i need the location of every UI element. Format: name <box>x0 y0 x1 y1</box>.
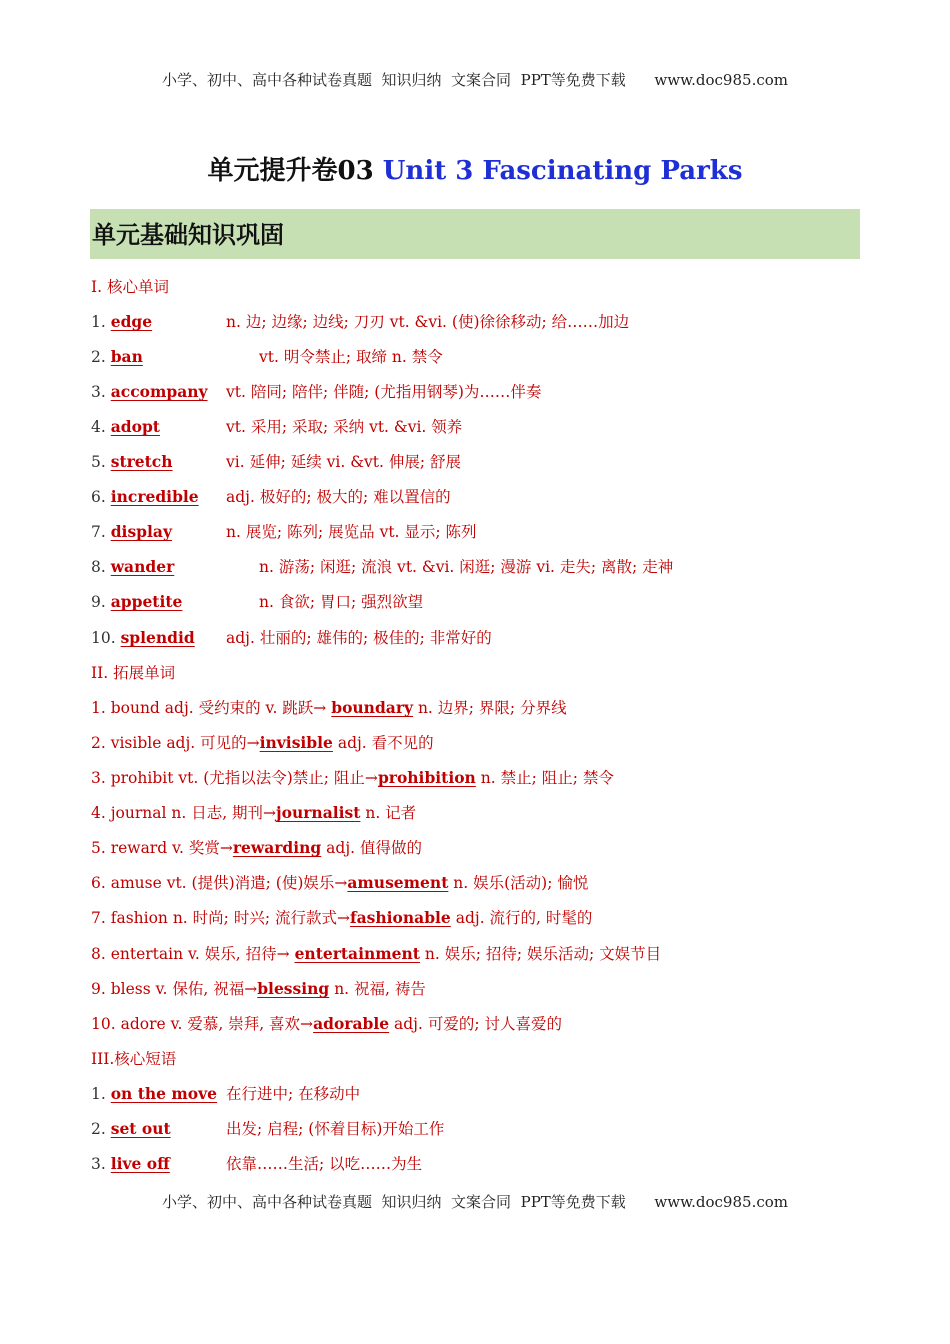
definition: n. 展览; 陈列; 展览品 vt. 显示; 陈列 <box>226 523 477 541</box>
answer-word: invisible <box>259 733 333 752</box>
definition: 在行进中; 在移动中 <box>226 1085 361 1103</box>
core-word-row: 10. splendid adj. 壮丽的; 雄伟的; 极佳的; 非常好的 <box>91 626 195 650</box>
definition: n. 边; 边缘; 边线; 刀刃 vt. &vi. (使)徐徐移动; 给……加边 <box>226 313 630 331</box>
answer-word: stretch <box>110 452 173 471</box>
core-word-row: 6. incredible adj. 极好的; 极大的; 难以置信的 <box>91 485 199 509</box>
core-word-row: 2. ban vt. 明令禁止; 取缔 n. 禁令 <box>91 345 143 369</box>
core-words-heading: I. 核心单词 <box>91 278 169 296</box>
answer-word: journalist <box>276 803 361 822</box>
title-chinese: 单元提升卷03 <box>207 156 383 186</box>
extended-word-row: 5. reward v. 奖赏→rewarding adj. 值得做的 <box>91 838 423 857</box>
answer-word: ban <box>110 347 143 366</box>
page-footer: 小学、初中、高中各种试卷真题 知识归纳 文案合同 PPT等免费下载 www.doc985.com <box>161 1193 788 1211</box>
core-word-row: 4. adopt vt. 采用; 采取; 采纳 vt. &vi. 领养 <box>91 415 160 439</box>
phrase-row: 3. live off 依靠……生活; 以吃……为生 <box>91 1152 170 1176</box>
core-word-row: 3. accompany vt. 陪同; 陪伴; 伴随; (尤指用钢琴)为……伴奏 <box>91 380 208 404</box>
answer-word: display <box>110 522 172 541</box>
answer-word: accompany <box>110 382 208 401</box>
extended-word-row: 3. prohibit vt. (尤指以法令)禁止; 阻止→prohibition n. 禁止; 阻止; 禁令 <box>91 768 614 787</box>
answer-word: incredible <box>110 487 199 506</box>
extended-word-row: 4. journal n. 日志, 期刊→journalist n. 记者 <box>91 803 417 822</box>
extended-word-row: 6. amuse vt. (提供)消遣; (使)娱乐→amusement n. 娱乐(活动); 愉悦 <box>91 873 589 892</box>
answer-word: amusement <box>347 873 449 892</box>
answer-word: adorable <box>313 1014 390 1033</box>
answer-word: wander <box>110 557 175 576</box>
definition: vt. 采用; 采取; 采纳 vt. &vi. 领养 <box>226 418 463 436</box>
section-banner: 单元基础知识巩固 <box>90 209 860 259</box>
definition: n. 游荡; 闲逛; 流浪 vt. &vi. 闲逛; 漫游 vi. 走失; 离散; 走神 <box>259 558 674 576</box>
answer-word: fashionable <box>349 908 451 927</box>
extended-word-row: 7. fashion n. 时尚; 时兴; 流行款式→fashionable adj. 流行的, 时髦的 <box>91 908 593 927</box>
page-title <box>0 150 950 187</box>
answer-word: blessing <box>257 979 330 998</box>
definition: adj. 壮丽的; 雄伟的; 极佳的; 非常好的 <box>226 629 492 647</box>
answer-phrase: live off <box>110 1154 170 1173</box>
answer-phrase: on the move <box>110 1084 218 1103</box>
extended-word-row: 10. adore v. 爱慕, 崇拜, 喜欢→adorable adj. 可爱的; 讨人喜爱的 <box>91 1014 562 1033</box>
answer-word: entertainment <box>294 944 420 963</box>
answer-word: prohibition <box>377 768 476 787</box>
phrase-row: 2. set out 出发; 启程; (怀着目标)开始工作 <box>91 1117 171 1141</box>
core-phrases-heading: III.核心短语 <box>91 1050 177 1068</box>
title-english: Unit 3 Fascinating Parks <box>382 156 743 186</box>
definition: 出发; 启程; (怀着目标)开始工作 <box>226 1120 445 1138</box>
extended-word-row: 9. bless v. 保佑, 祝福→blessing n. 祝福, 祷告 <box>91 979 426 998</box>
core-word-row: 7. display n. 展览; 陈列; 展览品 vt. 显示; 陈列 <box>91 520 172 544</box>
definition: 依靠……生活; 以吃……为生 <box>226 1155 423 1173</box>
core-word-row: 9. appetite n. 食欲; 胃口; 强烈欲望 <box>91 590 182 614</box>
core-word-row: 5. stretch vi. 延伸; 延续 vi. &vt. 伸展; 舒展 <box>91 450 173 474</box>
answer-word: edge <box>110 312 153 331</box>
definition: n. 食欲; 胃口; 强烈欲望 <box>259 593 424 611</box>
definition: vi. 延伸; 延续 vi. &vt. 伸展; 舒展 <box>226 453 461 471</box>
extended-word-row: 2. visible adj. 可见的→invisible adj. 看不见的 <box>91 733 434 752</box>
page-header: 小学、初中、高中各种试卷真题 知识归纳 文案合同 PPT等免费下载 www.doc985.com <box>161 71 788 89</box>
core-word-row: 8. wander n. 游荡; 闲逛; 流浪 vt. &vi. 闲逛; 漫游 vi. 走失; 离散; 走神 <box>91 555 174 579</box>
answer-word: boundary <box>331 698 414 717</box>
extended-word-row: 1. bound adj. 受约束的 v. 跳跃→ boundary n. 边界; 界限; 分界线 <box>91 698 567 717</box>
definition: vt. 明令禁止; 取缔 n. 禁令 <box>259 348 443 366</box>
extended-word-row: 8. entertain v. 娱乐, 招待→ entertainment n. 娱乐; 招待; 娱乐活动; 文娱节目 <box>91 944 662 963</box>
answer-word: splendid <box>120 628 195 647</box>
answer-word: appetite <box>110 592 183 611</box>
answer-word: rewarding <box>232 838 322 857</box>
definition: vt. 陪同; 陪伴; 伴随; (尤指用钢琴)为……伴奏 <box>226 383 542 401</box>
definition: adj. 极好的; 极大的; 难以置信的 <box>226 488 451 506</box>
phrase-row: 1. on the move 在行进中; 在移动中 <box>91 1082 217 1106</box>
core-word-row: 1. edge n. 边; 边缘; 边线; 刀刃 vt. &vi. (使)徐徐移动; 给……加边 <box>91 310 152 334</box>
answer-word: adopt <box>110 417 160 436</box>
extended-words-heading: II. 拓展单词 <box>91 664 176 682</box>
answer-phrase: set out <box>110 1119 171 1138</box>
